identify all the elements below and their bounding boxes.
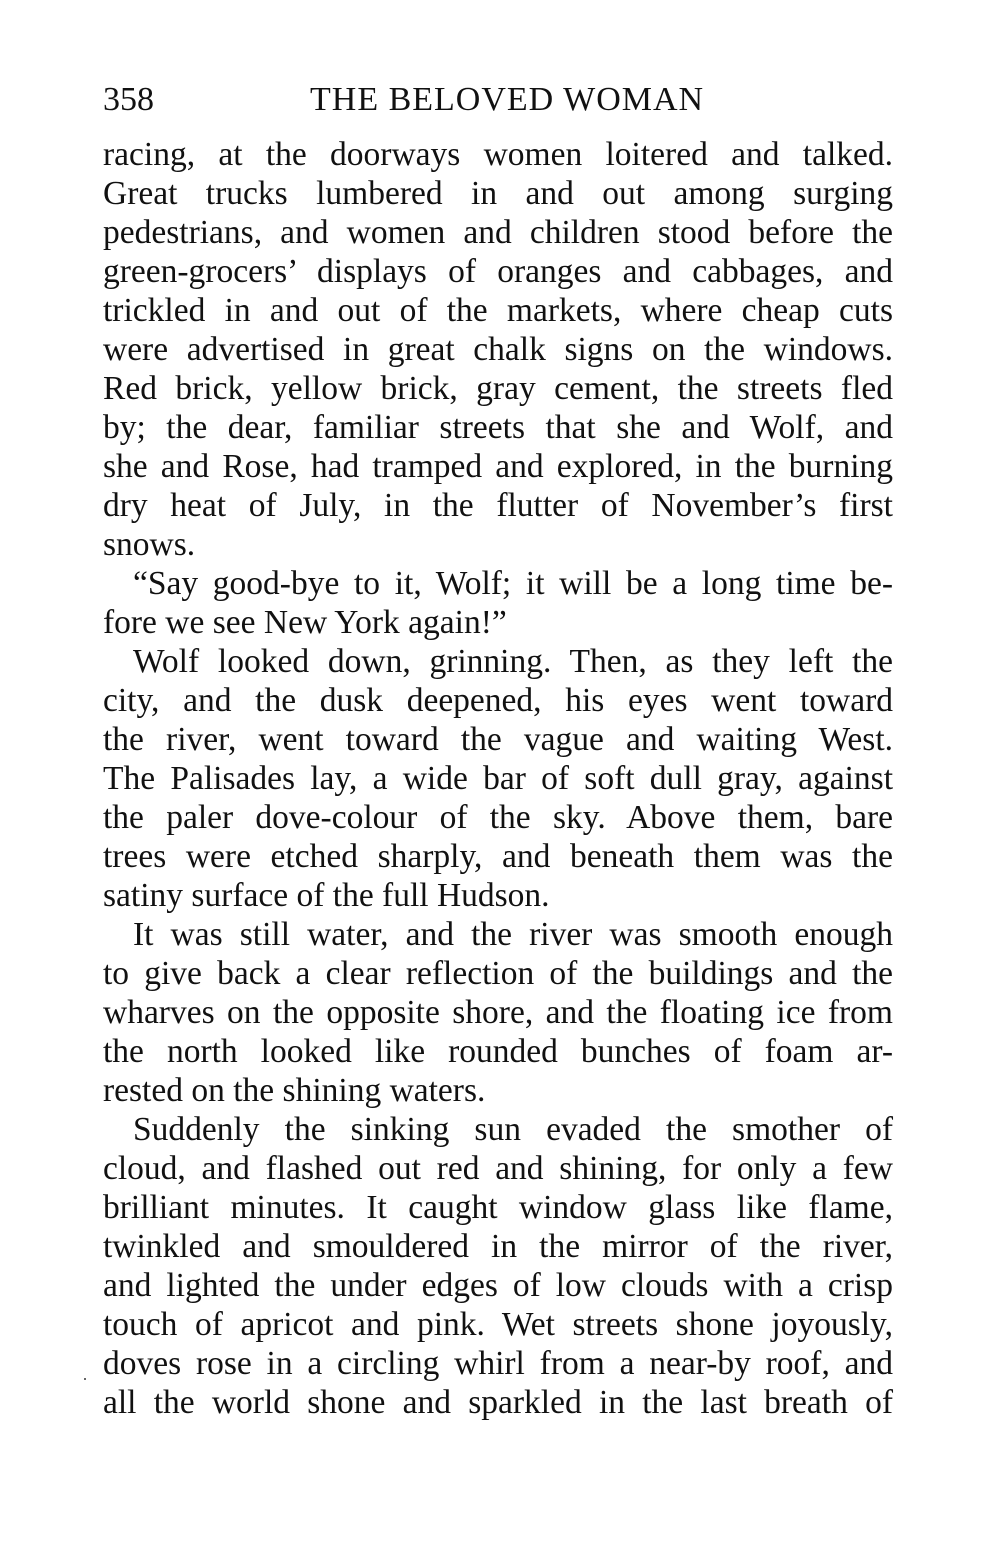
text-line: to give back a clear reflection of the buildings and the: [103, 955, 893, 992]
text-line: rested on the shining waters.: [103, 1072, 486, 1109]
text-line: city, and the dusk deepened, his eyes went toward: [103, 682, 893, 719]
text-line: Red brick, yellow brick, gray cement, the streets fled: [103, 370, 893, 407]
text-line: pedestrians, and women and children stood before the: [103, 214, 893, 251]
text-line: Great trucks lumbered in and out among surging: [103, 175, 893, 212]
text-line: Wolf looked down, grinning. Then, as they left the: [133, 643, 893, 680]
text-line: all the world shone and sparkled in the last breath of: [103, 1384, 893, 1421]
text-line: trees were etched sharply, and beneath them was the: [103, 838, 893, 875]
text-line: wharves on the opposite shore, and the floating ice from: [103, 994, 893, 1031]
text-line: snows.: [103, 526, 196, 563]
text-line: the paler dove-colour of the sky. Above them, bare: [103, 799, 893, 836]
text-line: dry heat of July, in the flutter of November’s first: [103, 487, 893, 524]
text-line: and lighted the under edges of low clouds with a crisp: [103, 1267, 893, 1304]
text-line: by; the dear, familiar streets that she and Wolf, and: [103, 409, 893, 446]
text-line: cloud, and flashed out red and shining, for only a few: [103, 1150, 893, 1187]
text-line: The Palisades lay, a wide bar of soft dull gray, against: [103, 760, 893, 797]
text-line: fore we see New York again!”: [103, 604, 507, 641]
text-line: satiny surface of the full Hudson.: [103, 877, 550, 914]
text-line: green-grocers’ displays of oranges and cabbages, and: [103, 253, 893, 290]
body-text: [103, 135, 893, 1422]
text-line: the river, went toward the vague and waiting West.: [103, 721, 893, 758]
text-line: the north looked like rounded bunches of foam ar-: [103, 1033, 893, 1070]
running-head: [103, 76, 893, 124]
text-line: Suddenly the sinking sun evaded the smother of: [133, 1111, 893, 1148]
text-line: she and Rose, had tramped and explored, in the burning: [103, 448, 893, 485]
page-number: 358: [103, 81, 154, 118]
text-line: touch of apricot and pink. Wet streets shone joyously,: [103, 1306, 893, 1343]
text-line: “Say good-bye to it, Wolf; it will be a long time be-: [133, 565, 893, 602]
text-line: trickled in and out of the markets, where cheap cuts: [103, 292, 893, 329]
text-line: were advertised in great chalk signs on the windows.: [103, 331, 893, 368]
print-speck: [84, 1378, 86, 1380]
text-line: brilliant minutes. It caught window glass like flame,: [103, 1189, 893, 1226]
book-title: THE BELOVED WOMAN: [310, 81, 705, 118]
text-line: twinkled and smouldered in the mirror of the river,: [103, 1228, 893, 1265]
text-line: doves rose in a circling whirl from a near-by roof, and: [103, 1345, 893, 1382]
text-line: It was still water, and the river was smooth enough: [133, 916, 893, 953]
text-line: racing, at the doorways women loitered and talked.: [103, 136, 893, 173]
